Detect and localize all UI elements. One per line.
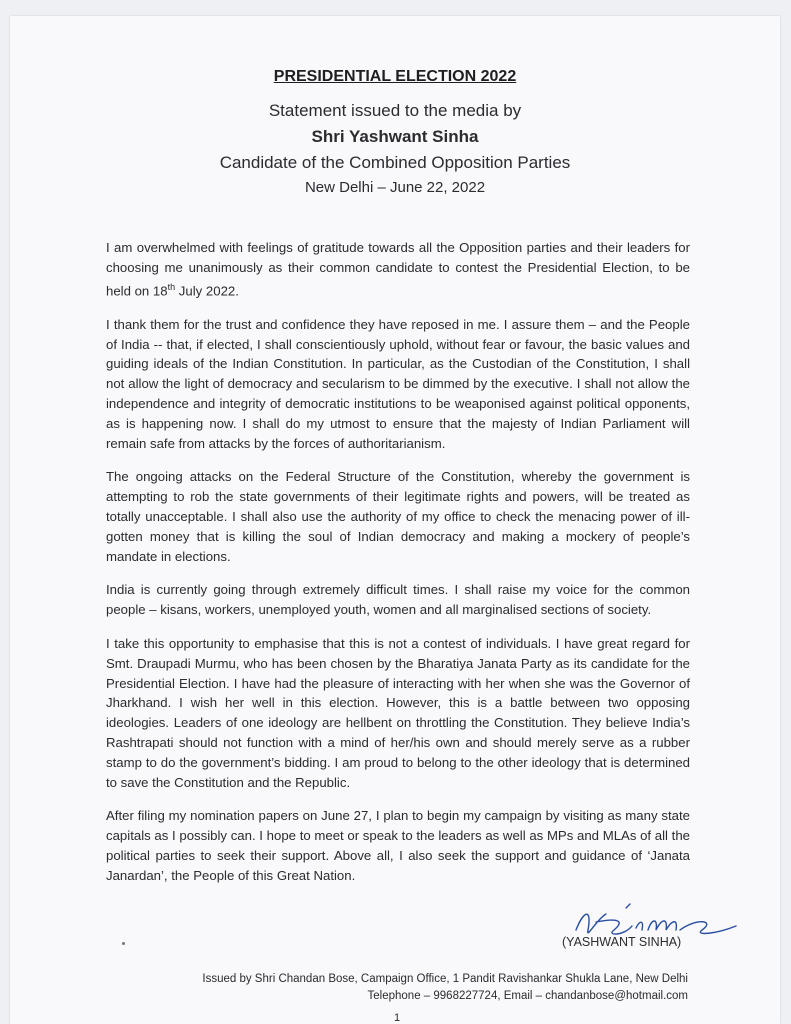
candidate-name: Shri Yashwant Sinha — [311, 127, 479, 146]
statement-body — [106, 238, 690, 900]
statement-intro: Statement issued to the media by — [268, 101, 522, 120]
candidate-affiliation: Candidate of the Combined Opposition Parties — [219, 153, 571, 172]
paragraph-5: I take this opportunity to emphasise that this is not a contest of individuals. I have great regard for Smt. Draupadi Murmu, who has been chosen by the Bharatiya Janata Party as its candidate for the Presidential Election. I have had the pleasure of interacting with her when she was the Governor of Jharkhand. I wish her well in this election. However, this is a battle between two opposing ideologies. Leaders of one ideology are hellbent on throttling the Constitution. They believe India’s Rashtrapati should not function with a mind of her/his own and should merely serve as a rubber stamp to do the government’s bidding. I am proud to belong to the other ideology that is determined to save the Constitution and the Republic. — [106, 635, 690, 790]
paragraph-6: After filing my nomination papers on June 27, I plan to begin my campaign by visiting as many state capitals as I possibly can. I hope to meet or speak to the leaders as well as MPs and MLAs of all the political parties to seek their support. Above all, I also seek the support and guidance of ‘Janata Janardan’, the People of this Great Nation. — [106, 808, 690, 883]
document-title: PRESIDENTIAL ELECTION 2022 — [273, 68, 517, 85]
document-footer — [202, 971, 688, 1005]
paragraph-1-text: I am overwhelmed with feelings of gratitude towards all the Opposition parties and their leaders for choosing me unanimously as their common candidate to contest the Presidential Election, to be held on 18 — [106, 240, 690, 298]
document-header — [10, 66, 780, 198]
paragraph-2: I thank them for the trust and confidence they have reposed in me. I assure them – and the People of India -- that, if elected, I shall conscientiously uphold, without fear or favour, the basic values and guiding ideals of the Indian Constitution. In particular, as the Custodian of the Constitution, I shall not allow the light of democracy and secularism to be dimmed by the executive. I shall not allow the independence and integrity of democratic institutions to be weaponised against political opponents, as is happening now. I shall do my utmost to ensure that the majesty of Indian Parliament will remain safe from attacks by the forces of authoritarianism. — [106, 316, 690, 451]
paragraph-1 — [106, 238, 690, 301]
page-number: 1 — [394, 1012, 401, 1024]
paragraph-3: The ongoing attacks on the Federal Structure of the Constitution, whereby the government is attempting to rob the state governments of their legitimate rights and powers, will be treated as totally unacceptable. I shall also use the authority of my office to check the menacing power of ill-gotten money that is killing the soul of Indian democracy and making a mockery of people’s mandate in elections. — [106, 469, 690, 564]
scan-speck — [122, 942, 125, 945]
footer-issuer: Issued by Shri Chandan Bose, Campaign Office, 1 Pandit Ravishankar Shukla Lane, New Delhi — [202, 973, 688, 985]
paragraph-4: India is currently going through extremely difficult times. I shall raise my voice for the common people – kisans, workers, unemployed youth, women and all marginalised sections of society. — [106, 582, 690, 618]
document-page — [10, 16, 780, 1024]
paragraph-1-end: July 2022. — [175, 282, 239, 298]
footer-contact: Telephone – 9968227724, Email – chandanbose@hotmail.com — [367, 990, 688, 1002]
ordinal-suffix: th — [167, 281, 176, 292]
place-date: New Delhi – June 22, 2022 — [304, 179, 486, 196]
signatory-name: (YASHWANT SINHA) — [562, 935, 682, 949]
